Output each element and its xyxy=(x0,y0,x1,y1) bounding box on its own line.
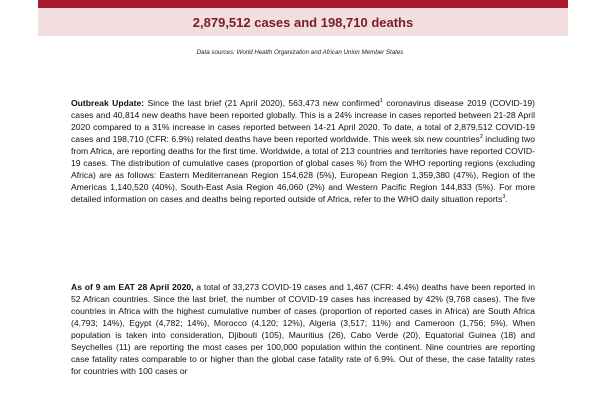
outbreak-text-c: including two from Africa, are reporting deaths for the first time. Worldwide, a total of 213 countries and territories have reported COVID-19 cases. The distribution of cumulative cases (proportion of global cases %) from the WHO reporting regions (excluding Africa) are as follows: Eastern Mediterranean Region 154,628 (5%), European Region 1,359,380 (47%), Region of the Americas 1,140,520 (40%), South-East Asia Region 46,060 (2%) and Western Pacific Region 144,833 (5%). For more detailed information on cases and deaths being reported outside of Africa, refer to the WHO daily situation reports xyxy=(71,133,535,204)
africa-update-text: a total of 33,273 COVID-19 cases and 1,467 (CFR: 4.4%) deaths have been reported in 52 African countries. Since the last brief, the number of COVID-19 cases has increased by 42% (9,768 cases). The five countries in Africa with the highest cumulative number of cases (proportion of reported cases in Africa) are South Africa (4,793; 14%), Egypt (4,782; 14%), Morocco (4,120; 12%), Algeria (3,517; 11%) and Cameroon (1,756; 5%). When population is taken into consideration, Djibouti (105), Mauritius (26), Cabo Verde (20), Equatorial Guinea (18) and Seychelles (11) are reporting the most cases per 100,000 population within the continent. Nine countries are reporting case fatality rates comparable to or higher than the global case fatality rate of 6.9%. Out of these, the case fatality rates for countries with 100 cases or xyxy=(71,281,535,376)
africa-update-paragraph xyxy=(71,281,535,377)
outbreak-text-a: Since the last brief (21 April 2020), 563,473 new confirmed xyxy=(144,97,380,108)
headline-band xyxy=(38,8,568,36)
africa-update-lead: As of 9 am EAT 28 April 2020, xyxy=(71,281,194,292)
outbreak-text-b: coronavirus disease 2019 (COVID-19) cases and 40,814 new deaths have been reported globally. This is a 24% increase in cases reported between 21-28 April 2020 compared to a 31% increase in cases reported between 14-21 April 2020. To date, a total of 2,879,512 COVID-19 cases and 198,710 (CFR: 6.9%) related deaths have been reported worldwide. This week six new countries xyxy=(71,97,535,144)
footnote-3: 3 xyxy=(502,193,506,200)
headline: 2,879,512 cases and 198,710 deaths xyxy=(192,14,414,30)
outbreak-update-paragraph xyxy=(71,97,535,205)
outbreak-text-d: . xyxy=(505,193,508,204)
outbreak-update-lead: Outbreak Update: xyxy=(71,97,145,108)
footnote-1: 1 xyxy=(379,97,383,104)
top-banner xyxy=(38,0,568,8)
footnote-2: 2 xyxy=(479,133,483,140)
data-sources: Data sources: World Health Organization and African Union Member States xyxy=(196,49,404,56)
